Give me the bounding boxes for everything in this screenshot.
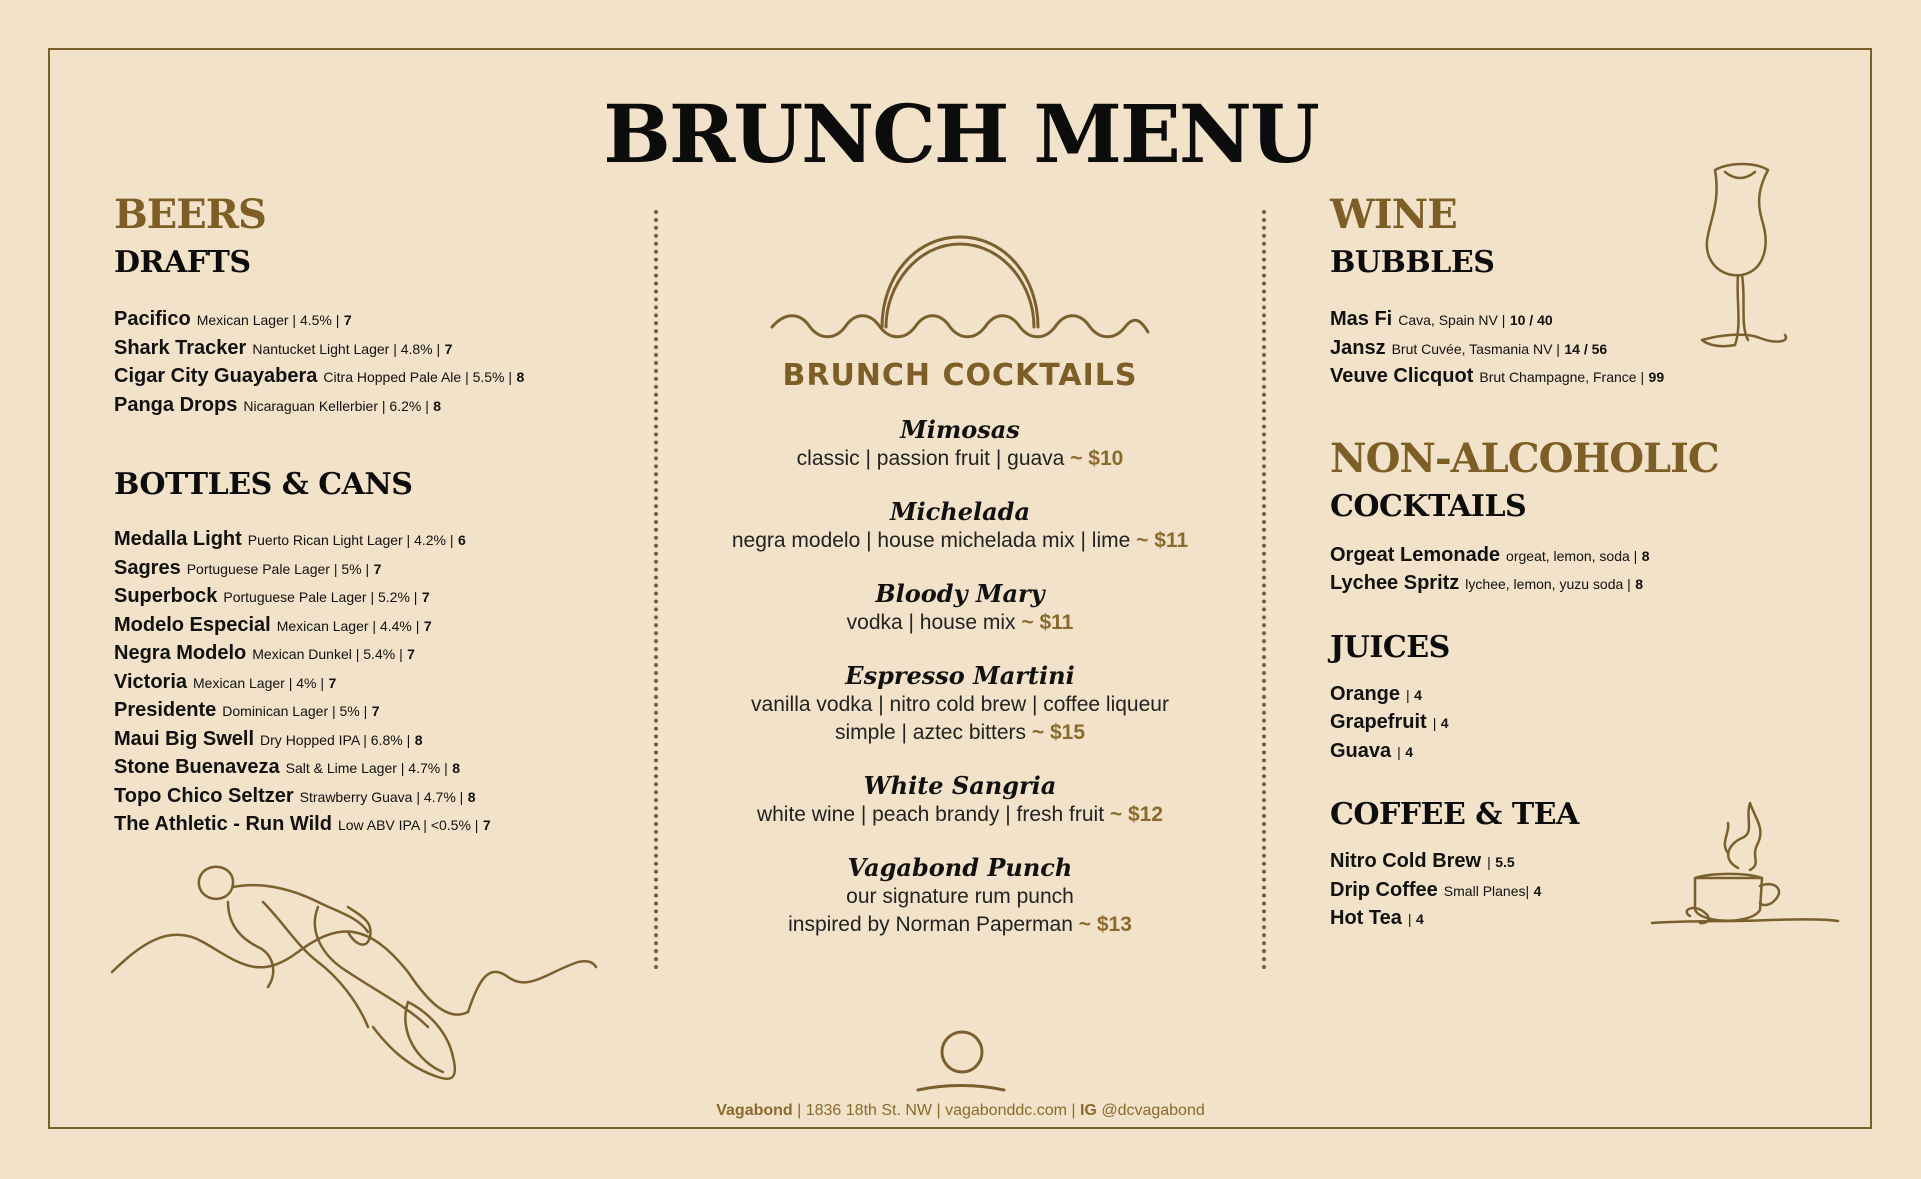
cocktails-column [670,358,1250,939]
item-price: 8 [433,397,442,414]
list-item [1330,709,1810,738]
beers-heading: BEERS [114,191,266,238]
item-desc: orgeat, lemon, soda | [1506,547,1638,564]
item-price: 5.5 [1495,854,1515,870]
cocktail-desc-line: vanilla vodka | nitro cold brew | coffee liqueur [751,693,1169,716]
item-desc: | [1407,911,1412,927]
item-name: Jansz [1330,336,1386,359]
bubbles-heading: BUBBLES [1330,245,1495,280]
item-name: Topo Chico Seltzer [114,784,294,807]
item-desc: Portuguese Pale Lager | 5.2% | [223,589,418,605]
list-item [114,811,634,840]
item-desc: Low ABV IPA | <0.5% | [337,817,479,833]
item-price: 99 [1648,369,1665,385]
list-item [114,363,634,392]
drafts-heading: DRAFTS [114,245,251,280]
cocktail-item [670,771,1250,829]
cocktail-item [670,853,1250,939]
item-name: Modelo Especial [114,613,271,636]
item-name: Pacifico [114,308,191,330]
cocktail-item [670,415,1250,473]
nonalc-cocktails-heading: COCKTAILS [1330,488,1527,524]
list-item [1330,681,1810,710]
item-name: The Athletic - Run Wild [114,813,332,835]
item-price: 7 [371,703,380,719]
item-desc: lychee, lemon, yuzu soda | [1465,576,1631,592]
cocktail-name: Espresso Martini [845,661,1075,690]
cocktail-name: Mimosas [900,415,1020,444]
list-item [114,335,634,364]
item-desc: Citra Hopped Pale Ale | 5.5% | [323,369,513,385]
bottles-list [114,526,634,840]
beers-column [114,180,634,840]
cocktail-item [670,661,1250,747]
surfer-icon [108,862,598,1087]
cocktail-item [670,497,1250,555]
item-name: Drip Coffee [1330,878,1438,901]
column-divider-right [1262,210,1266,970]
item-price: 8 [452,760,460,776]
item-desc: Nantucket Light Lager | 4.8% | [252,340,441,357]
wine-glass-icon [1690,160,1800,355]
cocktail-name: White Sangria [863,771,1057,800]
item-desc: Puerto Rican Light Lager | 4.2% | [247,532,454,548]
cocktails-heading: BRUNCH COCKTAILS [782,358,1138,393]
item-name: Grapefruit [1330,711,1427,733]
list-item [1330,570,1810,599]
item-name: Medalla Light [114,528,242,550]
item-name: Victoria [114,670,187,693]
coffee-cup-icon [1650,798,1840,933]
page-title: BRUNCH MENU [603,87,1318,181]
cocktail-price: ~ $13 [1078,913,1132,936]
list-item [1330,363,1810,392]
cocktail-desc [670,719,1250,747]
list-item [1330,738,1810,767]
item-price: 7 [328,674,337,691]
item-desc: | [1432,715,1437,731]
list-item [114,583,634,612]
item-name: Stone Buenaveza [114,756,280,778]
juices-list [1330,681,1810,767]
footer [0,1102,1921,1120]
list-item [114,306,634,335]
item-desc: Mexican Lager | 4.4% | [276,617,420,634]
footer-handle: @dcvagabond [1096,1102,1205,1119]
item-price: 8 [1635,576,1644,592]
item-desc: Portuguese Pale Lager | 5% | [186,560,370,577]
item-desc: Small Planes| [1443,882,1530,899]
item-price: 8 [467,788,476,805]
item-desc: Cava, Spain NV | [1398,312,1506,328]
item-name: Superbock [114,585,218,607]
list-item [114,783,634,812]
item-price: 4 [1533,882,1542,899]
sun-logo-icon [915,1030,1007,1095]
item-name: Hot Tea [1330,907,1402,929]
item-price: 7 [423,617,432,634]
footer-ig-label: IG [1079,1102,1097,1119]
item-name: Sagres [114,556,181,579]
cocktail-price: ~ $11 [1136,529,1189,552]
item-price: 7 [343,312,352,328]
wine-heading: WINE [1330,191,1457,238]
list-item [1330,542,1810,571]
list-item [114,392,634,421]
item-desc: | [1406,686,1410,703]
cocktail-desc-line: simple | aztec bitters [834,721,1027,744]
bottles-heading: BOTTLES & CANS [114,467,413,502]
cocktail-price: ~ $12 [1109,803,1164,826]
item-price: 4 [1415,911,1424,927]
item-price: 14 / 56 [1564,340,1608,357]
cocktail-desc [670,527,1250,555]
footer-brand: Vagabond [716,1102,793,1119]
cocktail-desc-line: vodka | house mix [846,611,1016,634]
item-desc: Dry Hopped IPA | 6.8% | [260,731,411,748]
item-desc: Mexican Dunkel | 5.4% | [252,646,403,662]
cocktail-name: Bloody Mary [875,579,1045,608]
item-desc: Strawberry Guava | 4.7% | [299,788,464,805]
item-price: 7 [444,340,453,357]
cocktail-desc [670,911,1250,939]
item-name: Lychee Spritz [1330,572,1460,594]
list-item [114,669,634,698]
cocktail-price: ~ $15 [1031,721,1085,744]
cocktail-name: Vagabond Punch [847,853,1073,882]
cocktail-desc-line: our signature rum punch [846,885,1074,908]
item-desc: | [1487,854,1491,870]
item-price: 8 [516,369,525,385]
item-desc: Brut Cuvée, Tasmania NV | [1391,340,1560,357]
list-item [114,754,634,783]
item-price: 10 / 40 [1509,312,1553,328]
item-desc: Brut Champagne, France | [1479,369,1645,385]
cocktail-price: ~ $11 [1021,611,1074,634]
juices-heading: JUICES [1330,629,1450,665]
cocktail-item [670,579,1250,637]
sunset-waves-icon [770,232,1150,347]
item-name: Orgeat Lemonade [1330,543,1501,566]
cocktail-price: ~ $10 [1070,447,1124,470]
list-item [114,726,634,755]
item-desc: Nicaraguan Kellerbier | 6.2% | [243,397,429,414]
cocktail-name: Michelada [889,497,1030,526]
list-item [114,555,634,584]
item-desc: Mexican Lager | 4% | [193,674,325,691]
item-price: 4 [1440,715,1449,731]
item-price: 8 [414,731,423,748]
item-name: Nitro Cold Brew [1330,850,1482,872]
cocktail-desc-line: inspired by Norman Paperman [788,913,1073,936]
item-name: Maui Big Swell [114,727,255,750]
item-desc: | [1397,743,1401,760]
item-price: 4 [1414,686,1422,703]
item-price: 7 [482,817,491,833]
item-name: Shark Tracker [114,336,247,359]
item-name: Mas Fi [1330,308,1393,330]
coffee-heading: COFFEE & TEA [1330,797,1579,832]
cocktail-desc-line: classic | passion fruit | guava [796,447,1065,470]
item-desc: Salt & Lime Lager | 4.7% | [285,760,448,776]
cocktail-desc-line: negra modelo | house michelada mix | lime [731,529,1131,552]
cocktail-desc [670,445,1250,473]
item-name: Veuve Clicquot [1330,365,1474,387]
list-item [114,612,634,641]
footer-address: | 1836 18th St. NW | vagabonddc.com | [792,1102,1080,1119]
nonalc-heading: NON-ALCOHOLIC [1330,434,1719,482]
item-price: 7 [373,560,382,577]
item-price: 6 [457,532,466,548]
item-name: Presidente [114,699,217,721]
list-item [114,526,634,555]
drafts-list [114,306,634,420]
item-desc: Mexican Lager | 4.5% | [196,312,340,328]
item-price: 8 [1641,547,1650,564]
list-item [114,640,634,669]
item-name: Guava [1330,739,1392,762]
item-price: 7 [407,646,415,662]
item-name: Orange [1330,682,1401,705]
item-name: Negra Modelo [114,642,247,664]
cocktail-desc [670,609,1250,637]
nonalc-cocktails-list [1330,542,1810,599]
item-desc: Dominican Lager | 5% | [222,703,368,719]
item-price: 7 [421,589,430,605]
item-name: Panga Drops [114,393,238,416]
item-name: Cigar City Guayabera [114,365,318,387]
list-item [114,697,634,726]
column-divider-left [654,210,658,970]
item-price: 4 [1405,743,1414,760]
cocktail-desc [670,801,1250,829]
cocktail-desc-line: white wine | peach brandy | fresh fruit [756,803,1105,826]
